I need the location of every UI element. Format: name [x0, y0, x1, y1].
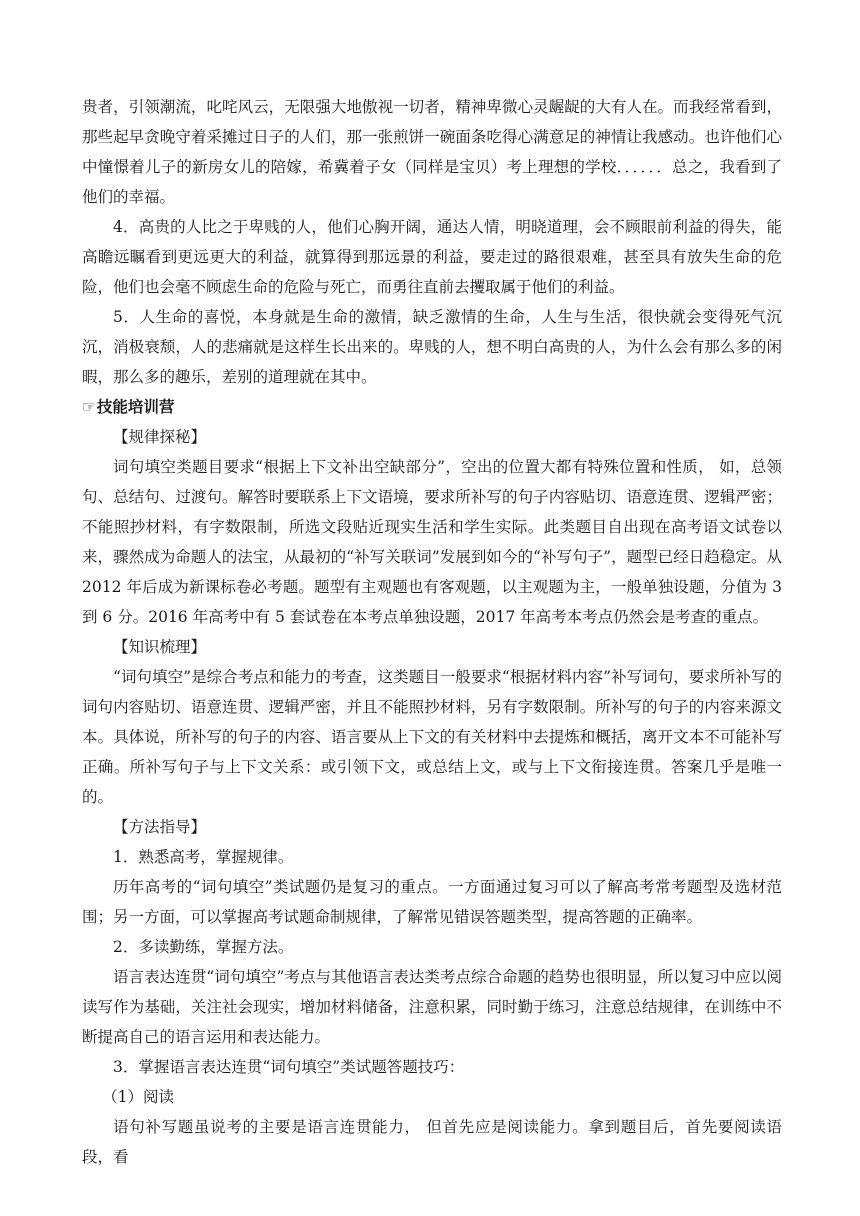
paragraph-continuation: 贵者，引领潮流，叱咤风云，无限强大地傲视一切者，精神卑微心灵龌龊的大有人在。而我经常看到，那些起早贪晚守着采摊过日子的人们，那一张煎饼一碗面条吃得心满意足的神情让我感动。也许他们心中憧憬着儿子的新房女儿的陪嫁，希冀着子女（同样是宝贝）考上理想的学校．．．．．．总之，我看到了他们的幸福。	[82, 98, 782, 206]
pointing-hand-icon: ☞	[82, 398, 96, 416]
method-item2-text: 语言表达连贯“词句填空”考点与其他语言表达类考点综合命题的趋势也很明显，所以复习中应以阅读写作为基础，关注社会现实，增加材料储备，注意积累，同时勤于练习，注意总结规律，在训练中不断提高自己的语言运用和表达能力。	[82, 968, 782, 1046]
paragraph-point-5: 5．人生命的喜悦，本身就是生命的激情，缺乏激情的生命，人生与生活，很快就会变得死气沉沉，消极衰颓，人的悲痛就是这样生长出来的。卑贱的人，想不明白高贵的人，为什么会有那么多的闲暇，那么多的趣乐，差别的道理就在其中。	[82, 308, 782, 386]
section-heading-title: 技能培训营	[96, 398, 175, 416]
method-item1-text: 历年高考的“词句填空”类试题仍是复习的重点。一方面通过复习可以了解高考常考题型及选材范围；另一方面，可以掌握高考试题命制规律，了解常见错误答题类型，提高答题的正确率。	[82, 878, 782, 926]
method-item2-title: 2．多读勤练，掌握方法。	[113, 938, 294, 956]
knowledge-label: 【知识梳理】	[113, 638, 207, 656]
knowledge-text: “词句填空”是综合考点和能力的考查，这类题目一般要求“根据材料内容”补写词句，要求所补写的词句内容贴切、语意连贯、逻辑严密，并且不能照抄材料，另有字数限制。所补写的句子的内容来源文本。具体说，所补写的句子的内容、语言要从上下文的有关材料中去提炼和概括，离开文本不可能补写正确。所补写句子与上下文关系：或引领下文，或总结上文，或与上下文衔接连贯。答案几乎是唯一的。	[82, 668, 782, 806]
method-sub1-text: 语句补写题虽说考的主要是语言连贯能力， 但首先应是阅读能力。拿到题目后，首先要阅读语段，看	[82, 1118, 782, 1166]
method-item3-title: 3．掌握语言表达连贯“词句填空”类试题答题技巧：	[113, 1058, 465, 1076]
method-sub1-title: （1）阅读	[102, 1088, 175, 1106]
paragraph-point-4: 4．高贵的人比之于卑贱的人，他们心胸开阔，通达人情，明晓道理，会不顾眼前利益的得失，能高瞻远瞩看到更远更大的利益，就算得到那远景的利益，要走过的路很艰难，甚至具有放失生命的危险，他们也会毫不顾虑生命的危险与死亡，而勇往直前去攫取属于他们的利益。	[82, 218, 782, 296]
method-item1-title: 1．熟悉高考，掌握规律。	[113, 848, 294, 866]
method-label: 【方法指导】	[113, 818, 207, 836]
document-body	[82, 92, 782, 1172]
section-heading	[82, 392, 782, 422]
rules-label: 【规律探秘】	[113, 428, 207, 446]
rules-text: 词句填空类题目要求“根据上下文补出空缺部分”，空出的位置大都有特殊位置和性质， 如，总领句、总结句、过渡句。解答时要联系上下文语境，要求所补写的句子内容贴切、语意连贯、逻辑严密；不能照抄材料，有字数限制，所选文段贴近现实生活和学生实际。此类题目自出现在高考语文试卷以来，骤然成为命题人的法宝，从最初的“补写关联词”发展到如今的“补写句子”，题型已经日趋稳定。从 2012 年后成为新课标卷必考题。题型有主观题也有客观题，以主观题为主，一般单独设题，分值为 3 到 6 分。2016 年高考中有 5 套试卷在本考点单独设题，2017 年高考本考点仍然会是考查的重点。	[82, 458, 782, 626]
